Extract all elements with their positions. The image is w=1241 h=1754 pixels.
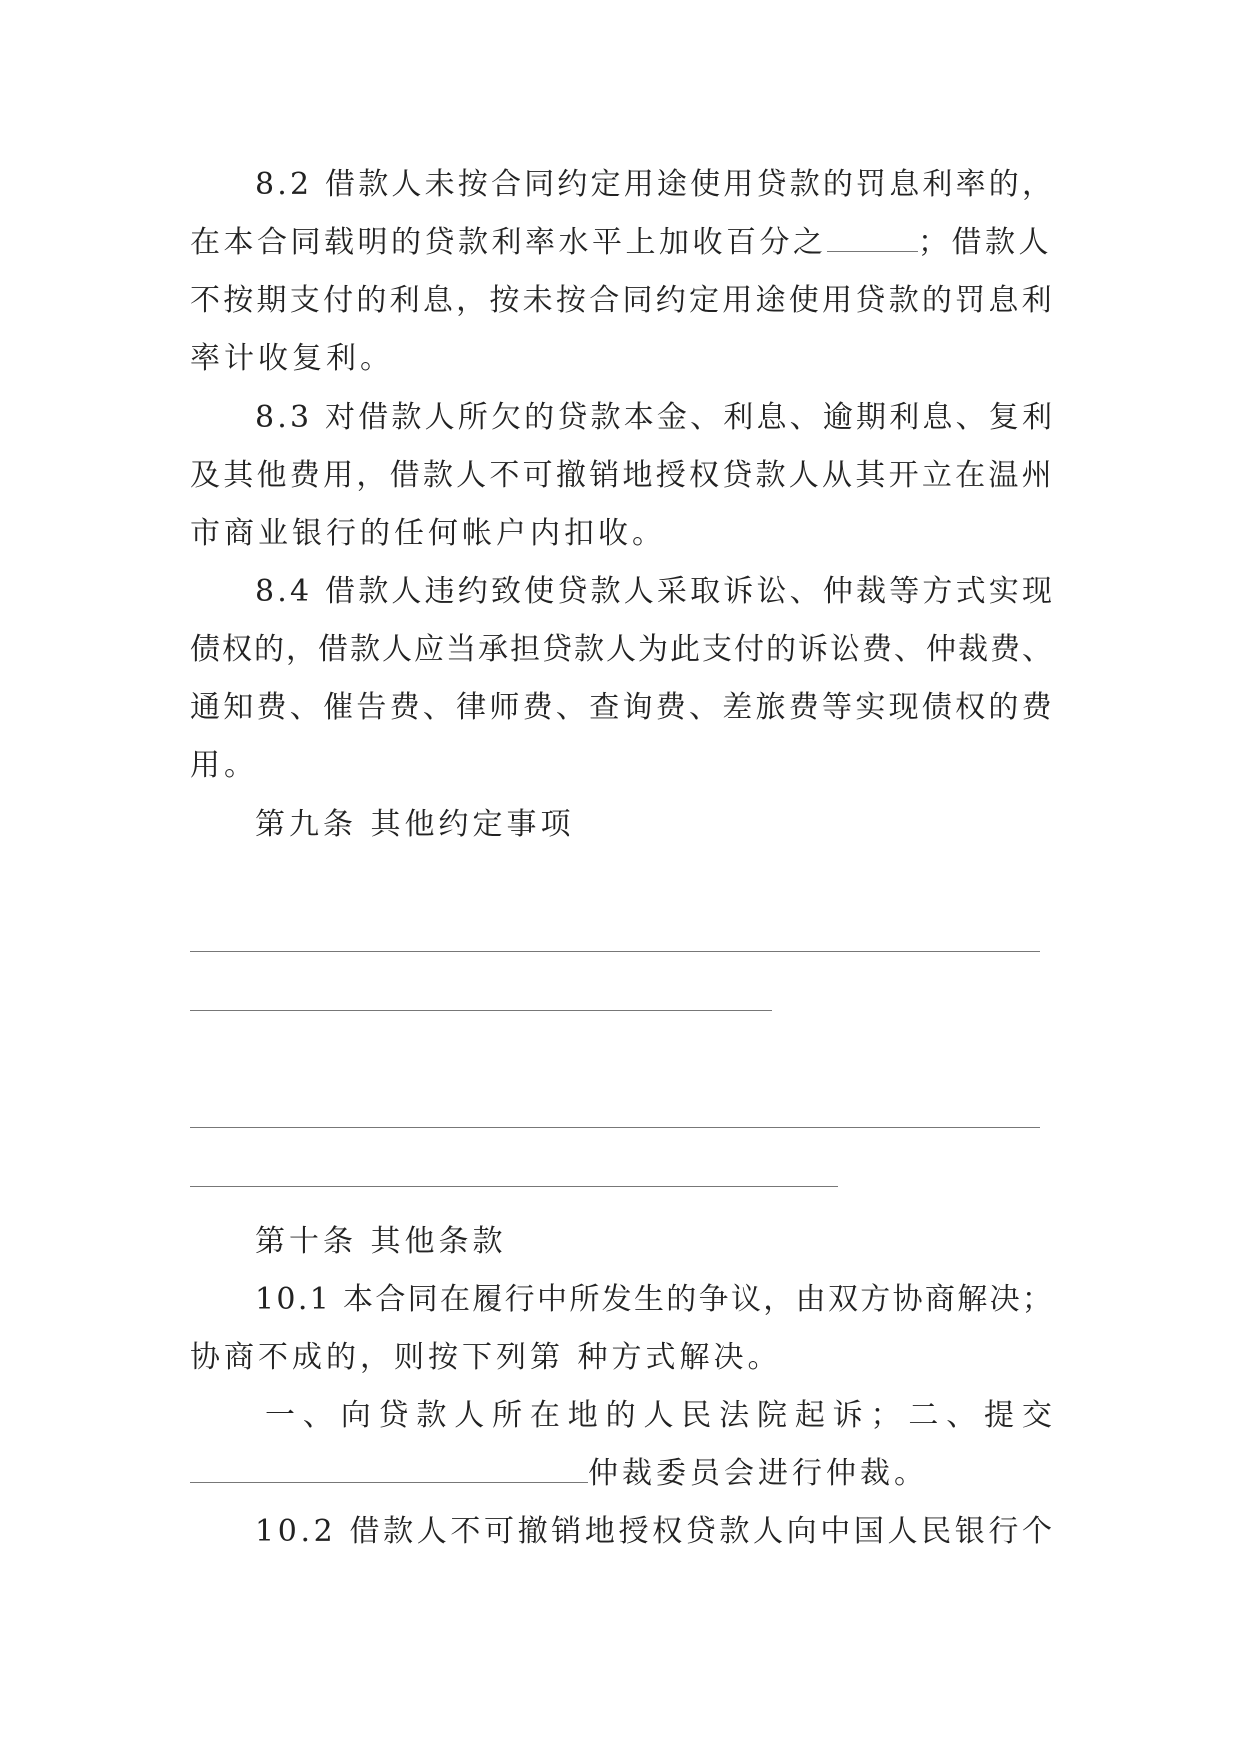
clause-10-1-line-2: 协商不成的，则按下列第 种方式解决。 <box>190 1340 782 1375</box>
clause-8-4-line-1: 8 . 4 借 款 人 违 约 致 使 贷 款 人 采 取 诉 讼 、 仲 裁 等 方 式 实 现 <box>255 574 1052 609</box>
dispute-options-line-2-text: 仲裁委员会进行仲裁。 <box>588 1456 928 1491</box>
dispute-options-line-2 <box>190 1454 1052 1494</box>
clause-8-2-line-4: 率计收复利。 <box>190 341 394 376</box>
arbitration-commission-blank <box>190 1454 588 1483</box>
blank-line <box>190 1010 772 1011</box>
blank-line <box>190 951 1040 952</box>
blank-line <box>190 1186 838 1187</box>
clause-8-2-line-2 <box>190 223 1052 263</box>
clause-8-4-line-3: 通 知 费 、 催 告 费 、 律 师 费 、 查 询 费 、 差 旅 费 等 实 现 债 权 的 费 <box>190 690 1052 725</box>
clause-8-3-line-2: 及 其 他 费 用 ， 借 款 人 不 可 撤 销 地 授 权 贷 款 人 从 其 开 立 在 温 州 <box>190 458 1052 493</box>
clause-8-2-line-2-text: 在本合同载明的贷款利率水平上加收百分之 <box>190 225 827 260</box>
clause-8-2-line-1: 8 . 2 借 款 人 未 按 合 同 约 定 用 途 使 用 贷 款 的 罚 息 利 率 的 ， <box>255 167 1052 202</box>
clause-8-4-line-4: 用。 <box>190 748 258 783</box>
clause-8-2-line-2-tail: ；借款人 <box>918 225 1052 260</box>
dispute-options-line-1: 一 、 向 贷 款 人 所 在 地 的 人 民 法 院 起 诉 ； 二 、 提 交 <box>265 1398 1052 1433</box>
article-9-heading: 第九条 其他约定事项 <box>255 807 575 842</box>
clause-10-2-line-1: 1 0 . 2 借 款 人 不 可 撤 销 地 授 权 贷 款 人 向 中 国 人 民 银 行 个 <box>255 1514 1052 1549</box>
clause-8-4-line-2: 债 权 的 ， 借 款 人 应 当 承 担 贷 款 人 为 此 支 付 的 诉 讼 费 、 仲 裁 费 、 <box>190 632 1052 667</box>
clause-8-3-line-3: 市商业银行的任何帐户内扣收。 <box>190 516 666 551</box>
rate-blank <box>827 223 919 252</box>
clause-10-1-line-1: 1 0 . 1 本 合 同 在 履 行 中 所 发 生 的 争 议 ， 由 双 方 协 商 解 决 ； <box>255 1282 1052 1317</box>
article-10-heading: 第十条 其他条款 <box>255 1224 507 1259</box>
blank-line <box>190 1127 1040 1128</box>
clause-8-2-line-3: 不 按 期 支 付 的 利 息 ， 按 未 按 合 同 约 定 用 途 使 用 贷 款 的 罚 息 利 <box>190 283 1052 318</box>
clause-8-3-line-1: 8 . 3 对 借 款 人 所 欠 的 贷 款 本 金 、 利 息 、 逾 期 利 息 、 复 利 <box>255 400 1052 435</box>
